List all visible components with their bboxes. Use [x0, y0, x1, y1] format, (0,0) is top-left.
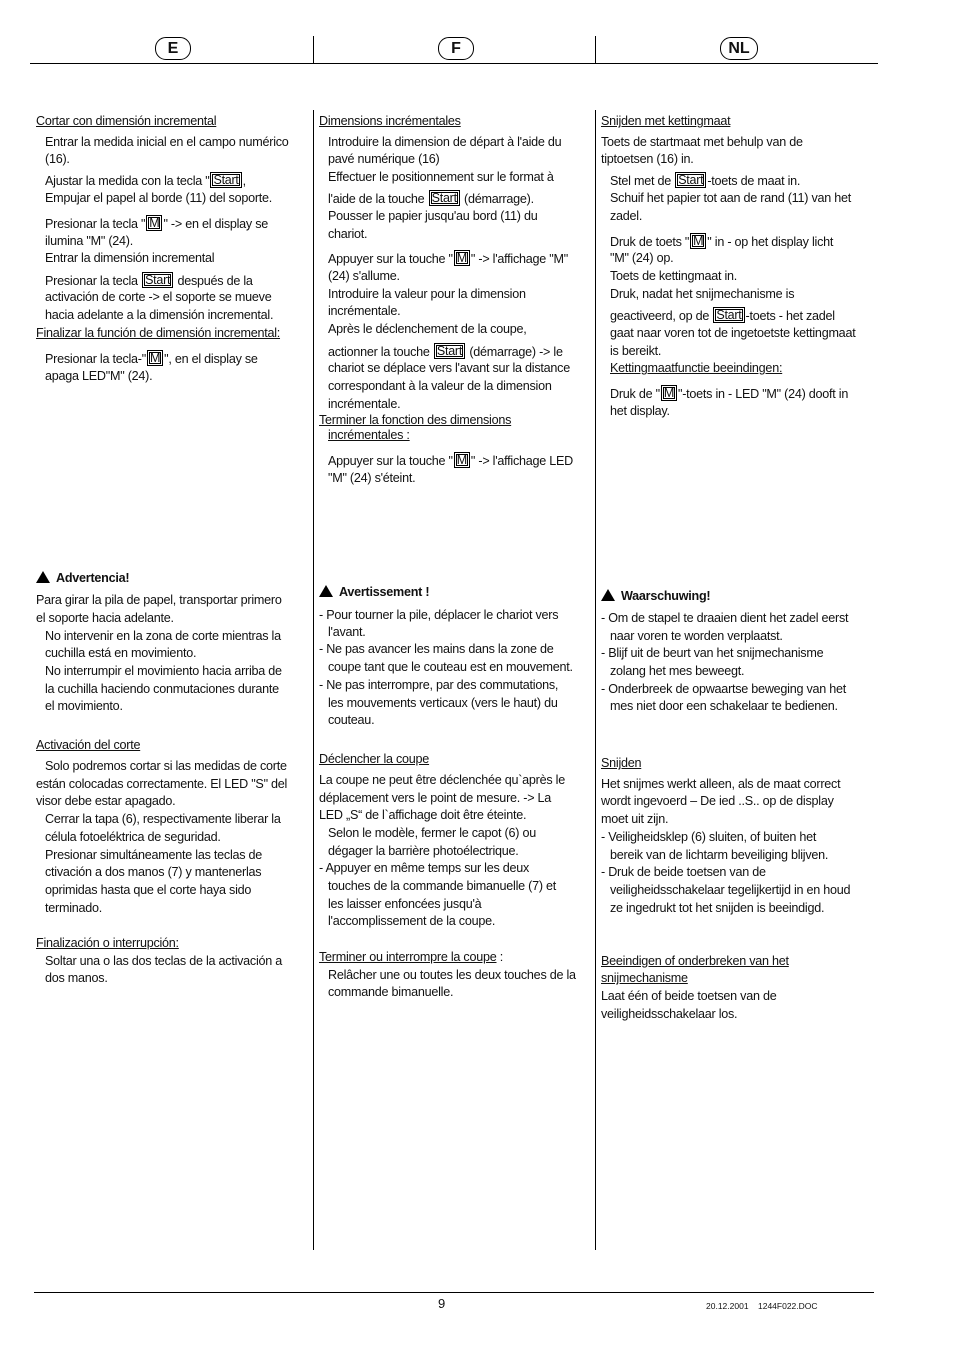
text-line: LED „S“ de l`affichage doit être éteinte.	[319, 808, 527, 822]
heading-incremental: Cortar con dimensión incremental	[36, 114, 217, 128]
heading-finish-incremental: Kettingmaatfunctie beeindingen:	[610, 361, 783, 375]
text-line: Laat één of beide toetsen van de	[601, 989, 777, 1003]
text-line: Relâcher une ou toutes les deux touches de la	[328, 968, 576, 982]
footer-rule	[34, 1292, 874, 1293]
text-line: Para girar la pila de papel, transportar primero	[36, 593, 282, 607]
start-key: Start	[675, 172, 706, 188]
m-key: M	[146, 215, 162, 231]
text-line: Après le déclenchement de la coupe,	[328, 322, 527, 336]
text-line: Effectuer le positionnement sur le format à	[328, 170, 554, 184]
text-line: couteau.	[328, 713, 375, 727]
text-line: Presionar la tecla-" M ", en el display se	[45, 351, 258, 366]
heading-finish-interrupt-cont: snijmechanisme	[601, 971, 688, 985]
text-line: het display.	[610, 404, 670, 418]
heading-trigger-cut: Déclencher la coupe	[319, 752, 430, 766]
text-line: - Pour tourner la pile, déplacer le chariot vers	[319, 608, 559, 622]
text-line: Ajustar la medida con la tecla " Start ,	[45, 173, 246, 188]
warning-heading: Avertissement !	[319, 584, 429, 602]
m-key: M	[454, 452, 470, 468]
text-line: Het snijmes werkt alleen, als de maat correct	[601, 777, 841, 791]
m-key: M	[690, 233, 706, 249]
warning-icon	[36, 571, 50, 583]
text-line: - Druk de beide toetsen van de	[601, 865, 766, 879]
text-line: gaat naar voren tot de ingetoetste kettingmaat	[610, 326, 856, 340]
text-line: hacia adelante a la dimensión incremental.	[45, 308, 274, 322]
text-line: zadel.	[610, 209, 643, 223]
text-line: - Ne pas interrompre, par des commutations,	[319, 678, 559, 692]
header-divider-1	[313, 36, 314, 63]
warning-heading: Advertencia!	[36, 570, 129, 588]
text-line: Stel met de Start -toets de maat in.	[610, 173, 801, 188]
text-line: "M" (24) op.	[610, 251, 674, 265]
text-line: "M" (24) s'éteint.	[328, 471, 416, 485]
column-divider-1	[313, 110, 314, 1250]
text-line: Toets de startmaat met behulp van de	[601, 135, 803, 149]
text-line: el soporte hacia adelante.	[36, 611, 174, 625]
text-line: - Blijf uit de beurt van het snijmechanisme	[601, 646, 824, 660]
text-line: wordt ingevoerd – De ied ..S.. op de display	[601, 794, 834, 808]
text-line: l'aide de la touche Start (démarrage).	[328, 191, 534, 206]
heading-finish-interrupt: Terminer ou interrompre la coupe :	[319, 950, 503, 964]
text-line: chariot.	[328, 227, 368, 241]
text-line: commande bimanuelle.	[328, 985, 454, 999]
text-line: incrémentale.	[328, 397, 401, 411]
text-line: dégager la barrière photoélectrique.	[328, 844, 519, 858]
text-line: chariot se déplace vers l'avant sur la distance	[328, 361, 570, 375]
text-line: Druk de toets " M " in - op het display licht	[610, 234, 834, 249]
warning-icon	[601, 589, 615, 601]
text-line: Solo podremos cortar si las medidas de corte	[45, 759, 287, 773]
header-rule	[30, 63, 878, 64]
text-line: visor debe estar apagado.	[36, 794, 176, 808]
text-line: Schuif het papier tot aan de rand (11) van het	[610, 191, 852, 205]
start-key: Start	[429, 190, 460, 206]
lang-badge-fr: F	[438, 37, 474, 60]
text-line: - Onderbreek de opwaartse beweging van het	[601, 682, 847, 696]
text-line: déplacement vers le point de mesure. -> La	[319, 791, 552, 805]
text-line: Pousser le papier jusqu'au bord (11) du	[328, 209, 538, 223]
text-line: touches de la commande bimanuelle (7) et	[328, 879, 557, 893]
text-line: dos manos.	[45, 971, 108, 985]
text-line: cuchilla está en movimiento.	[45, 646, 197, 660]
text-line: moet uit zijn.	[601, 812, 669, 826]
text-line: Appuyer sur la touche " M " -> l'affichage LED	[328, 453, 574, 468]
text-line: correspondant à la valeur de la dimension	[328, 379, 552, 393]
text-line: Entrar la medida inicial en el campo numérico	[45, 135, 289, 149]
start-key: Start	[713, 307, 744, 323]
column-divider-2	[595, 110, 596, 1250]
text-line: No intervenir en la zona de corte mientras la	[45, 629, 281, 643]
heading-incremental: Snijden met kettingmaat	[601, 114, 731, 128]
text-line: el movimiento.	[45, 699, 123, 713]
text-line: l'accomplissement de la coupe.	[328, 914, 496, 928]
m-key: M	[147, 350, 163, 366]
page-number: 9	[438, 1296, 446, 1311]
text-line: Presionar la tecla Start después de la	[45, 273, 253, 288]
text-line: Empujar el papel al borde (11) del soporte.	[45, 191, 273, 205]
m-key: M	[661, 385, 677, 401]
text-line: - Om de stapel te draaien dient het zadel eerst	[601, 611, 849, 625]
header-divider-2	[595, 36, 596, 63]
text-line: zolang het mes beweegt.	[610, 664, 745, 678]
text-line: naar voren te worden verplaatst.	[610, 629, 783, 643]
text-line: Druk, nadat het snijmechanisme is	[610, 287, 795, 301]
text-line: bereik van de lichtarm beveiliging blijven.	[610, 848, 829, 862]
text-line: apaga LED"M" (24).	[45, 369, 153, 383]
lang-badge-es: E	[155, 37, 191, 60]
text-line: Selon le modèle, fermer le capot (6) ou	[328, 826, 536, 840]
heading-finish-interrupt: Beeindigen of onderbreken van het	[601, 954, 789, 968]
text-line: incrémentale.	[328, 304, 401, 318]
text-line: ze ingedrukt tot het snijden is beeindigd.	[610, 901, 825, 915]
warning-icon	[319, 585, 333, 597]
heading-finish-interrupt: Finalización o interrupción:	[36, 936, 179, 950]
text-line: tiptoetsen (16) in.	[601, 152, 694, 166]
text-line: coupe tant que le couteau est en mouvement.	[328, 660, 573, 674]
text-line: oprimidas hasta que el corte haya sido	[45, 883, 252, 897]
text-line: Entrar la dimensión incremental	[45, 251, 215, 265]
text-line: La coupe ne peut être déclenchée qu`après le	[319, 773, 565, 787]
text-line: - Veiligheidsklep (6) sluiten, of buiten het	[601, 830, 817, 844]
text-line: Soltar una o las dos teclas de la activación a	[45, 954, 283, 968]
text-line: Presionar simultáneamente las teclas de	[45, 848, 263, 862]
text-line: les laisser enfoncées jusqu'à	[328, 897, 482, 911]
text-line: - Ne pas avancer les mains dans la zone de	[319, 642, 554, 656]
text-line: Introduire la valeur pour la dimension	[328, 287, 526, 301]
text-line: geactiveerd, op de Start -toets - het zadel	[610, 308, 835, 323]
text-line: Toets de kettingmaat in.	[610, 269, 738, 283]
heading-finish-incremental-cont: incrémentales :	[328, 428, 410, 442]
text-line: veiligheidsschakelaar tegelijkertijd in en houd	[610, 883, 851, 897]
heading-cut-activation: Activación del corte	[36, 738, 141, 752]
text-line: pavé numérique (16)	[328, 152, 440, 166]
start-key: Start	[434, 343, 465, 359]
text-line: les mouvements verticaux (vers le haut) du	[328, 696, 558, 710]
text-line: (24) s'allume.	[328, 269, 400, 283]
heading-incremental: Dimensions incrémentales	[319, 114, 461, 128]
text-line: célula fotoeléktrica de seguridad.	[45, 830, 221, 844]
start-key: Start	[210, 172, 241, 188]
heading-finish-incremental: Terminer la fonction des dimensions	[319, 413, 512, 427]
text-line: mes niet door een schakelaar te bedienen.	[610, 699, 838, 713]
text-line: (16).	[45, 152, 70, 166]
text-line: Druk de " M "-toets in - LED "M" (24) dooft in	[610, 386, 849, 401]
m-key: M	[454, 250, 470, 266]
document-reference: 20.12.2001 1244F022.DOC	[706, 1301, 818, 1311]
text-line: terminado.	[45, 901, 103, 915]
text-line: Appuyer sur la touche " M " -> l'affichage "M"	[328, 251, 568, 266]
text-line: No interrumpir el movimiento hacia arriba de	[45, 664, 282, 678]
text-line: Cerrar la tapa (6), respectivamente liberar la	[45, 812, 281, 826]
heading-cut: Snijden	[601, 756, 642, 770]
lang-badge-nl: NL	[720, 37, 758, 60]
warning-heading: Waarschuwing!	[601, 588, 710, 606]
text-line: - Appuyer en même temps sur les deux	[319, 861, 530, 875]
text-line: Presionar la tecla " M " -> en el display se	[45, 216, 269, 231]
text-line: ilumina "M" (24).	[45, 234, 133, 248]
text-line: la cuchilla haciendo conmutaciones durante	[45, 682, 279, 696]
text-line: l'avant.	[328, 625, 366, 639]
text-line: is bereikt.	[610, 344, 662, 358]
start-key: Start	[142, 272, 173, 288]
text-line: están colocadas correctamente. El LED "S" del	[36, 777, 288, 791]
text-line: Introduire la dimension de départ à l'aide du	[328, 135, 562, 149]
text-line: veiligheidsschakelaar los.	[601, 1007, 738, 1021]
heading-finish-incremental: Finalizar la función de dimensión incremental:	[36, 326, 281, 340]
text-line: ctivación a dos manos (7) y mantenerlas	[45, 865, 262, 879]
text-line: activación de corte -> el soporte se mueve	[45, 290, 272, 304]
text-line: actionner la touche Start (démarrage) -> le	[328, 344, 563, 359]
